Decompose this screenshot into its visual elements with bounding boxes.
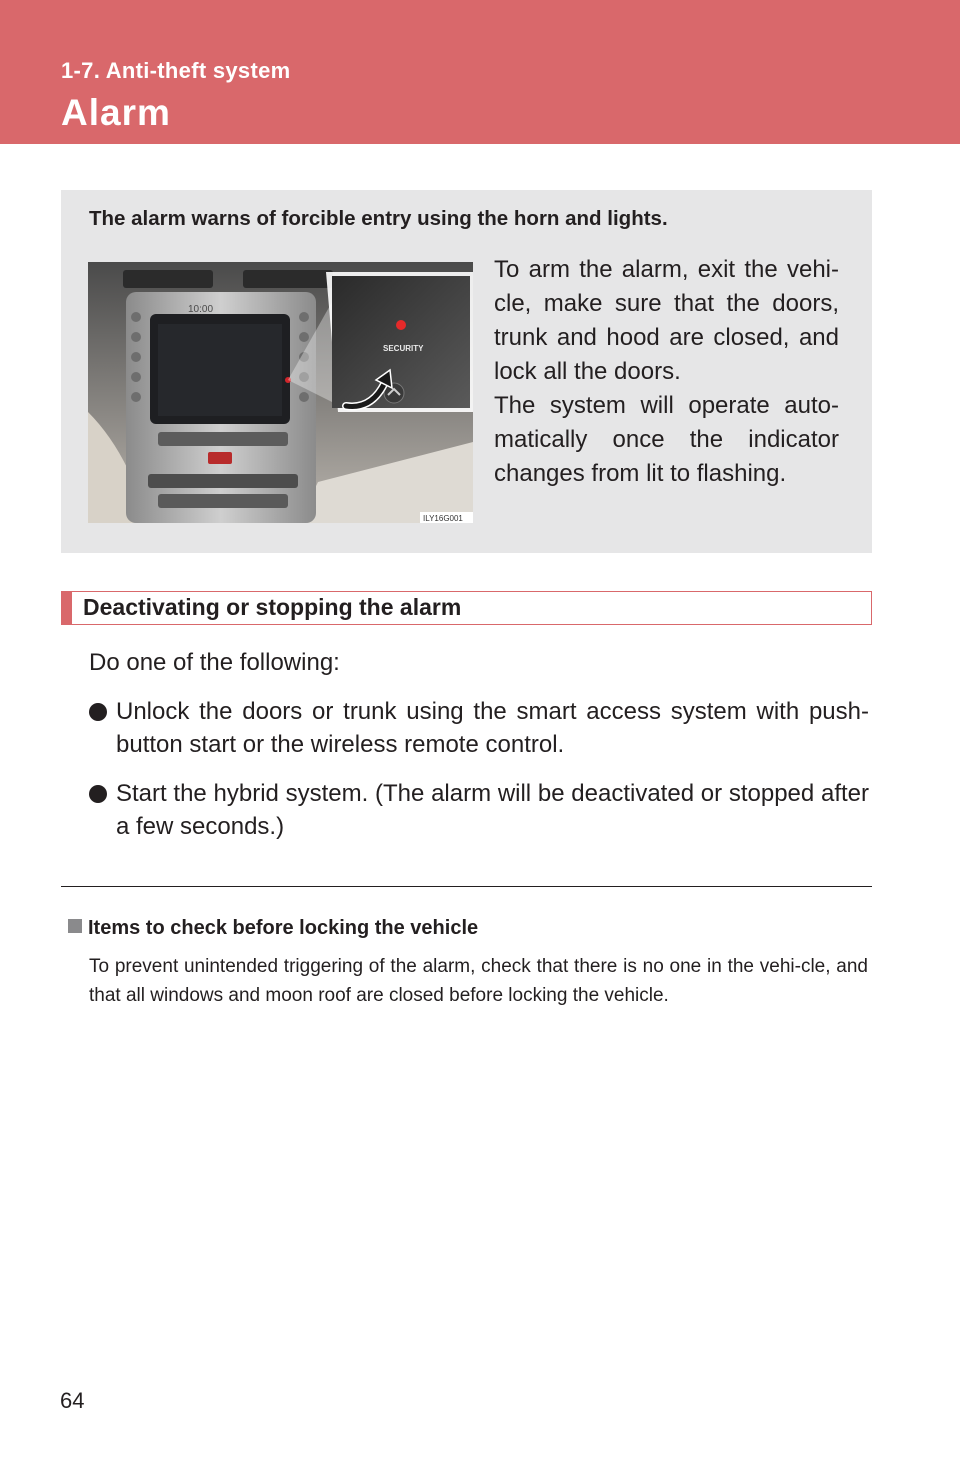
clock-text: 10:00 [188,304,214,315]
bullet-icon [89,703,107,721]
note-body: To prevent unintended triggering of the alarm, check that there is no one in the vehi-cle, and that all windows and moon roof are closed before locking the vehicle. [89,956,868,1006]
list-item-text: Unlock the doors or trunk using the smart access system with push-button start or the wireless remote control. [116,698,869,758]
intro-paragraph: To arm the alarm, exit the vehi-cle, make sure that the doors, trunk and hood are closed, and lock all the doors. [494,256,839,385]
intro-text [494,253,839,491]
list-item [89,777,869,843]
intro-lead: The alarm warns of forcible entry using the horn and lights. [89,207,668,230]
intro-paragraph: The system will operate auto-matically once the indicator changes from lit to flashing. [494,392,839,487]
page-header [0,0,960,144]
figure-code: ILY16G001 [423,514,463,523]
subsection-title: Deactivating or stopping the alarm [83,594,462,620]
security-indicator-figure [88,262,473,523]
note-heading-text: Items to check before locking the vehicle [88,917,479,939]
deactivate-body [89,649,869,859]
list-item-text: Start the hybrid system. (The alarm will be deactivated or stopped after a few seconds.) [116,780,869,840]
section-label: 1-7. Anti-theft system [61,58,291,83]
bullet-icon [89,785,107,803]
security-indicator-light [396,320,406,330]
hazard-button [208,452,232,464]
note-section [68,917,868,1010]
subsection-heading [61,591,872,625]
divider [61,886,872,887]
heading-bar [62,592,72,624]
page-title: Alarm [61,92,171,133]
intro-box [61,190,872,553]
deactivate-lead: Do one of the following: [89,649,340,676]
square-bullet-icon [68,919,82,933]
page-number: 64 [60,1388,85,1413]
note-heading [68,917,868,940]
list-item [89,695,869,761]
security-label: SECURITY [383,344,424,353]
